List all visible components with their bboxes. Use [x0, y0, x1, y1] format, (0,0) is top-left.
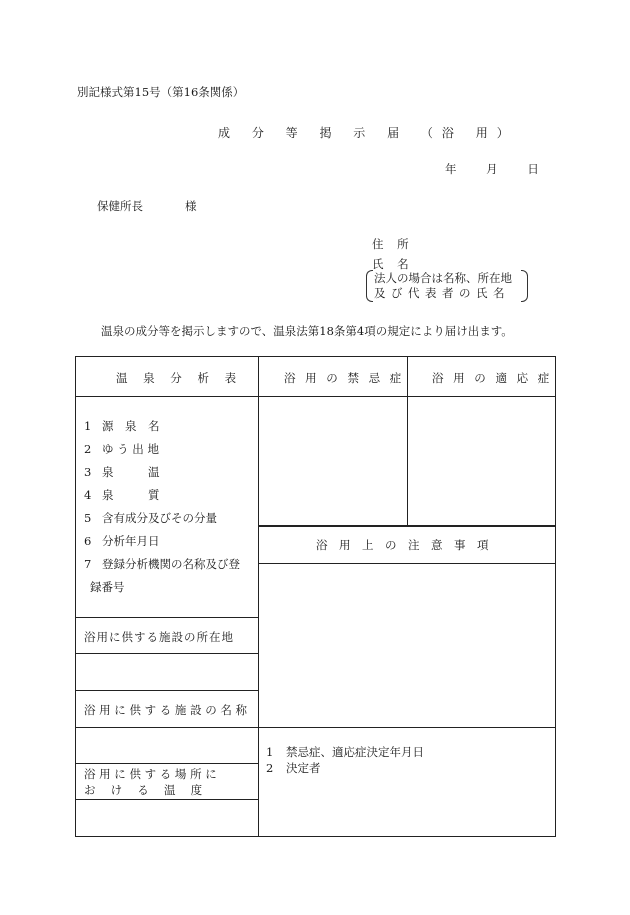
- hot-spring-form-table: [75, 356, 556, 837]
- name-label: 氏 名: [372, 257, 414, 271]
- divider-left-1: [76, 617, 258, 618]
- document-title: 成 分 等 掲 示 届 （浴 用）: [218, 126, 518, 140]
- analysis-item-3: 3 泉 温: [84, 465, 160, 479]
- analysis-item-6: 6 分析年月日: [84, 534, 160, 548]
- form-number-label: 別記様式第15号（第16条関係）: [77, 85, 245, 99]
- divider-v-middle: [407, 357, 408, 525]
- addressee-honorific: 様: [185, 199, 197, 213]
- header-indications: 浴 用 の 適 応 症: [432, 371, 553, 385]
- analysis-item-2: 2 ゆ う 出 地: [84, 442, 159, 456]
- divider-left-6: [76, 799, 258, 800]
- divider-left-3: [76, 690, 258, 691]
- precautions-header: 浴 用 上 の 注 意 事 項: [316, 538, 489, 552]
- addressee: [97, 198, 197, 214]
- divider-left-4: [76, 727, 258, 728]
- divider-right-1: [258, 525, 555, 527]
- addressee-office: 保健所長: [97, 199, 143, 213]
- address-label: 住 所: [372, 237, 414, 251]
- header-contraindications: 浴 用 の 禁 忌 症: [284, 371, 405, 385]
- date-line: [445, 161, 539, 177]
- divider-right-3: [258, 727, 555, 728]
- header-analysis: 温 泉 分 析 表: [116, 371, 243, 385]
- analysis-item-4: 4 泉 質: [84, 488, 160, 502]
- place-temperature-line1: 浴 用 に 供 す る 場 所 に: [84, 767, 217, 781]
- decision-item-2: 2 決定者: [266, 761, 321, 775]
- bracket-left: [366, 270, 373, 302]
- analysis-item-7-cont: 録番号: [90, 580, 125, 594]
- corporation-note-line1: 法人の場合は名称、所在地: [374, 271, 512, 285]
- corporation-note: [366, 270, 528, 302]
- facility-name-label: 浴 用 に 供 す る 施 設 の 名 称: [84, 703, 248, 717]
- analysis-item-5: 5 含有成分及びその分量: [84, 511, 217, 525]
- divider-right-2: [258, 563, 555, 564]
- date-day[interactable]: 日: [527, 162, 539, 176]
- statement-text: 温泉の成分等を掲示しますので、温泉法第18条第4項の規定により届け出ます。: [101, 324, 513, 338]
- divider-left-5: [76, 763, 258, 764]
- place-temperature-line2: お け る 温 度: [84, 783, 203, 797]
- divider-v-left: [258, 357, 259, 836]
- analysis-item-1: 1 源 泉 名: [84, 419, 160, 433]
- date-year[interactable]: 年: [445, 162, 457, 176]
- bracket-right: [521, 270, 528, 302]
- corporation-note-line2: 及び代表者の氏名: [374, 286, 510, 300]
- analysis-item-7: 7 登録分析機関の名称及び登: [84, 557, 240, 571]
- date-month[interactable]: 月: [486, 162, 498, 176]
- decision-item-1: 1 禁忌症、適応症決定年月日: [266, 745, 424, 759]
- divider-left-2: [76, 653, 258, 654]
- facility-location-label: 浴用に供する施設の所在地: [84, 630, 234, 644]
- divider-header: [76, 396, 555, 397]
